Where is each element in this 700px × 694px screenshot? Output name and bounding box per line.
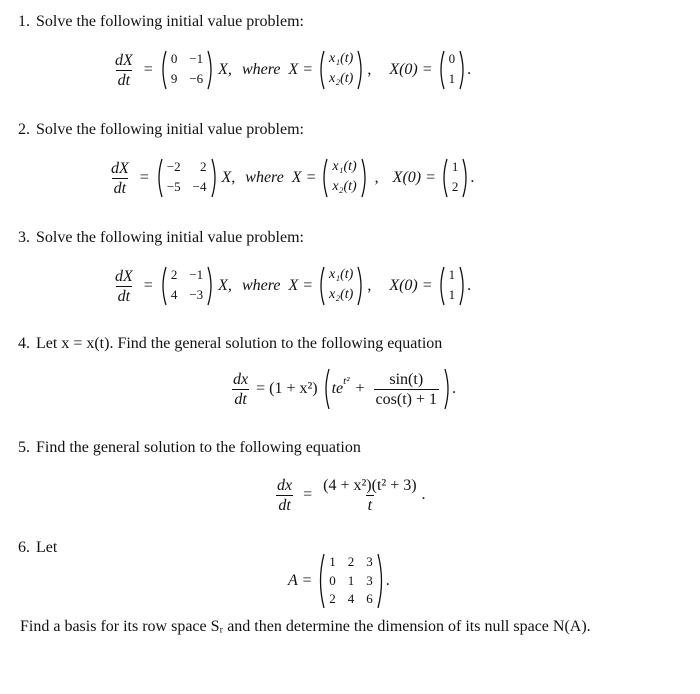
problem-prompt: Solve the following initial value problem: (36, 121, 304, 138)
exponential-term: te (331, 380, 344, 397)
state-vector (317, 266, 365, 306)
problem-6 (18, 538, 57, 558)
matrix-entry: −5 (166, 179, 181, 194)
equation-4 (228, 366, 456, 412)
initial-condition-lhs: X(0) = (389, 277, 433, 294)
comma: , (367, 277, 372, 294)
matrix-entry: 4 (347, 591, 355, 607)
rhs-bracket: te $^{t^2}$ + $\frac{\sin(t)}{\cos(t) + 1}$ (322, 368, 452, 410)
problem-prompt: Solve the following initial value problem: (36, 229, 304, 246)
matrix-entry: 0 (170, 51, 178, 66)
rhs-fraction (321, 476, 418, 515)
vector-x: X, (218, 277, 232, 294)
matrix-entry: 3 (366, 572, 373, 588)
matrix-entry: 2 (329, 591, 336, 607)
derivative-fraction (113, 267, 135, 306)
vector-entry: 0 (448, 51, 456, 66)
vector-entry: 1 (451, 159, 459, 174)
problem-number: 4. (18, 335, 30, 352)
matrix-entry: −3 (189, 287, 204, 302)
matrix-entry: −6 (189, 71, 204, 86)
initial-vector (437, 266, 468, 306)
component-x2: x₂(t) (332, 179, 357, 194)
period: . (467, 277, 472, 294)
equals-sign: = (143, 277, 153, 294)
state-vector (320, 158, 368, 198)
rhs-factor: = (1 + x²) (256, 380, 318, 397)
trig-fraction (374, 370, 439, 409)
problem-number: 5. (18, 439, 30, 456)
vector-entry: 1 (448, 287, 456, 302)
matrix-entry: 3 (366, 554, 373, 569)
denominator: dt (278, 496, 291, 514)
equals-sign: = (303, 486, 313, 503)
denominator: dt (113, 179, 127, 197)
initial-vector (437, 50, 468, 90)
matrix-entry: −2 (166, 159, 181, 174)
problem-prompt: Find the general solution to the following equation (36, 439, 361, 456)
equals-sign: = (143, 61, 153, 78)
matrix-entry: 2 (200, 159, 207, 174)
where-word: where (245, 169, 284, 186)
equation-5 (272, 472, 426, 518)
matrix-entry: 9 (170, 71, 178, 86)
matrix-entry: −1 (189, 267, 204, 282)
numerator: dx (277, 476, 293, 494)
denominator: dt (117, 287, 131, 305)
problem-number: 1. (18, 13, 30, 30)
matrix-entry: 1 (347, 572, 355, 588)
vector-definition-lhs: X = (291, 169, 317, 186)
denominator: t (367, 496, 373, 514)
component-x1: x₁(t) (329, 267, 354, 282)
numerator: dx (233, 370, 249, 388)
numerator: dX (115, 267, 133, 285)
where-word: where (241, 61, 281, 78)
where-word: where (241, 277, 281, 294)
component-x2: x₂(t) (329, 71, 354, 86)
matrix-entry: −4 (192, 179, 207, 194)
period: . (452, 380, 456, 397)
denominator: dt (117, 71, 131, 89)
vector-entry: 1 (448, 71, 456, 86)
problem-prompt: Solve the following initial value problem: (36, 13, 304, 30)
derivative-fraction (113, 51, 135, 90)
coefficient-matrix (155, 158, 219, 198)
period: . (421, 486, 426, 503)
period: . (385, 572, 390, 589)
matrix-entry: 0 (329, 572, 336, 588)
comma: , (367, 61, 372, 78)
matrix-entry: 6 (366, 591, 373, 607)
problem-3 (18, 228, 304, 248)
matrix-entry: 2 (347, 554, 355, 569)
problem-2 (18, 120, 304, 140)
matrix-entry: −1 (189, 51, 204, 66)
equals-sign: = (139, 169, 149, 186)
vector-x: X, (218, 61, 232, 78)
numerator: (4 + x²)(t² + 3) (323, 476, 417, 494)
problem-4 (18, 334, 442, 354)
matrix-a (316, 553, 386, 609)
comma: , (374, 169, 379, 186)
problem-prompt: Let (36, 539, 58, 556)
coefficient-matrix (159, 50, 215, 90)
period: . (467, 61, 472, 78)
numerator: dX (115, 51, 133, 69)
derivative-fraction (275, 476, 294, 515)
problem-number: 2. (18, 121, 30, 138)
denominator: cos(t) + 1 (375, 390, 437, 408)
problem-1 (18, 12, 304, 32)
equation-2 (106, 156, 474, 200)
component-x1: x₁(t) (329, 51, 354, 66)
component-x1: x₁(t) (332, 159, 357, 174)
coefficient-matrix (159, 266, 215, 306)
matrix-lhs: A = (288, 572, 313, 589)
period: . (470, 169, 475, 186)
numerator: sin(t) (389, 370, 424, 388)
component-x2: x₂(t) (329, 287, 354, 302)
vector-definition-lhs: X = (288, 61, 314, 78)
plus-sign: + (355, 380, 365, 397)
vector-entry: 1 (448, 267, 456, 282)
equation-1 (110, 48, 471, 92)
problem-5 (18, 438, 361, 458)
state-vector (317, 50, 365, 90)
initial-condition-lhs: X(0) = (392, 169, 436, 186)
matrix-entry: 1 (329, 554, 336, 569)
denominator: dt (234, 390, 247, 408)
problem-number: 3. (18, 229, 30, 246)
matrix-entry: 4 (170, 287, 178, 302)
vector-definition-lhs: X = (288, 277, 314, 294)
final-instruction: Find a basis for its row space Sᵣ and then determine the dimension of its null space N(A). (20, 618, 591, 635)
equation-6 (288, 552, 390, 610)
equation-3 (110, 264, 471, 308)
derivative-fraction (109, 159, 131, 198)
vector-entry: 2 (451, 179, 459, 194)
derivative-fraction (231, 370, 250, 409)
matrix-entry: 2 (170, 267, 178, 282)
problem-prompt: Let x = x(t). Find the general solution to the following equation (36, 335, 443, 352)
numerator: dX (111, 159, 129, 177)
initial-vector (440, 158, 471, 198)
vector-x: X, (221, 169, 236, 186)
problem-number: 6. (18, 539, 30, 556)
initial-condition-lhs: X(0) = (389, 61, 433, 78)
